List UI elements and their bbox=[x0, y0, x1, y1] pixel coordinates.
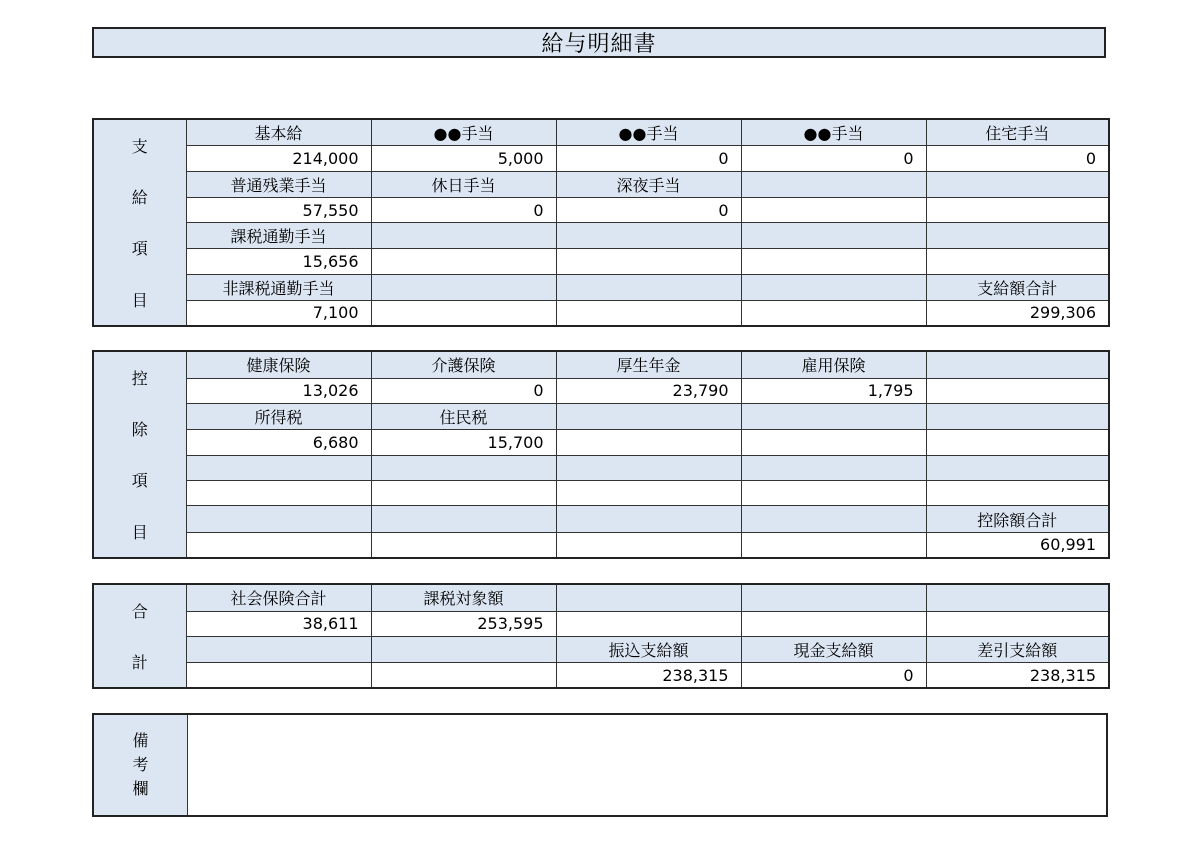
deductions-side-label-char: 控 bbox=[131, 369, 148, 389]
item-value-cell: 15,700 bbox=[371, 430, 556, 455]
item-label-cell: 雇用保険 bbox=[741, 351, 926, 378]
item-label-cell: 普通残業手当 bbox=[186, 171, 371, 197]
item-label-cell bbox=[371, 455, 556, 480]
item-label-cell bbox=[371, 274, 556, 300]
deductions-side-label-char: 項 bbox=[131, 471, 148, 491]
item-value-cell bbox=[926, 378, 1109, 403]
item-label-cell: 差引支給額 bbox=[926, 636, 1109, 663]
deductions-section bbox=[92, 350, 1108, 559]
item-value-cell: 0 bbox=[371, 378, 556, 403]
item-value-cell: 1,795 bbox=[741, 378, 926, 403]
deductions-row bbox=[93, 378, 1109, 403]
payments-side-label bbox=[93, 119, 186, 326]
item-label-cell bbox=[556, 506, 741, 532]
deductions-row bbox=[93, 506, 1109, 532]
item-label-cell: 健康保険 bbox=[186, 351, 371, 378]
item-label-cell bbox=[926, 171, 1109, 197]
item-value-cell bbox=[186, 663, 371, 688]
item-label-cell bbox=[371, 506, 556, 532]
item-label-cell: 介護保険 bbox=[371, 351, 556, 378]
item-label-cell bbox=[741, 455, 926, 480]
item-value-cell: 60,991 bbox=[926, 532, 1109, 557]
item-label-cell: 深夜手当 bbox=[556, 171, 741, 197]
item-label-cell: 所得税 bbox=[186, 403, 371, 429]
item-value-cell bbox=[186, 481, 371, 506]
item-value-cell: 299,306 bbox=[926, 301, 1109, 326]
deductions-table bbox=[92, 350, 1110, 559]
item-label-cell: 住民税 bbox=[371, 403, 556, 429]
totals-row bbox=[93, 663, 1109, 688]
item-value-cell bbox=[926, 481, 1109, 506]
item-label-cell bbox=[741, 584, 926, 611]
item-value-cell bbox=[556, 532, 741, 557]
deductions-side-label-char: 目 bbox=[131, 522, 148, 542]
item-value-cell: 253,595 bbox=[371, 611, 556, 636]
item-value-cell: 214,000 bbox=[186, 146, 371, 171]
item-label-cell bbox=[556, 403, 741, 429]
totals-row bbox=[93, 611, 1109, 636]
item-value-cell bbox=[556, 481, 741, 506]
remarks-label-char: 備 bbox=[132, 731, 149, 750]
deductions-row bbox=[93, 430, 1109, 455]
payments-row bbox=[93, 274, 1109, 300]
item-value-cell bbox=[926, 611, 1109, 636]
item-label-cell bbox=[371, 223, 556, 249]
item-value-cell bbox=[741, 532, 926, 557]
deductions-row bbox=[93, 351, 1109, 378]
item-label-cell bbox=[741, 403, 926, 429]
item-value-cell: 57,550 bbox=[186, 197, 371, 222]
item-value-cell bbox=[741, 249, 926, 274]
payments-row bbox=[93, 301, 1109, 326]
item-label-cell bbox=[186, 455, 371, 480]
totals-side-label-char: 合 bbox=[131, 602, 148, 622]
item-value-cell bbox=[926, 197, 1109, 222]
item-value-cell bbox=[926, 430, 1109, 455]
item-value-cell: 15,656 bbox=[186, 249, 371, 274]
deductions-side-label bbox=[93, 351, 186, 558]
item-label-cell: 休日手当 bbox=[371, 171, 556, 197]
item-value-cell bbox=[556, 249, 741, 274]
item-label-cell bbox=[926, 584, 1109, 611]
item-value-cell: 6,680 bbox=[186, 430, 371, 455]
payments-row bbox=[93, 119, 1109, 146]
item-label-cell bbox=[556, 274, 741, 300]
item-value-cell bbox=[741, 197, 926, 222]
item-value-cell bbox=[741, 611, 926, 636]
item-value-cell: 0 bbox=[556, 197, 741, 222]
item-value-cell: 0 bbox=[371, 197, 556, 222]
remarks-label bbox=[94, 715, 188, 815]
payments-row bbox=[93, 197, 1109, 222]
item-value-cell: 0 bbox=[741, 146, 926, 171]
item-value-cell: 5,000 bbox=[371, 146, 556, 171]
item-label-cell: 社会保険合計 bbox=[186, 584, 371, 611]
payments-row bbox=[93, 146, 1109, 171]
item-label-cell bbox=[926, 351, 1109, 378]
item-label-cell bbox=[741, 506, 926, 532]
item-label-cell bbox=[371, 636, 556, 663]
item-label-cell: 控除額合計 bbox=[926, 506, 1109, 532]
item-label-cell bbox=[741, 274, 926, 300]
document-title: 給与明細書 bbox=[92, 27, 1106, 58]
item-label-cell: ●●手当 bbox=[556, 119, 741, 146]
item-label-cell: 振込支給額 bbox=[556, 636, 741, 663]
remarks-label-char: 考 bbox=[132, 755, 149, 774]
item-value-cell bbox=[371, 301, 556, 326]
item-value-cell bbox=[556, 430, 741, 455]
totals-side-label-char: 計 bbox=[131, 653, 148, 673]
item-value-cell: 7,100 bbox=[186, 301, 371, 326]
payments-side-label-char: 給 bbox=[131, 188, 148, 208]
item-value-cell bbox=[741, 301, 926, 326]
item-value-cell: 0 bbox=[741, 663, 926, 688]
remarks-field[interactable] bbox=[188, 715, 1106, 815]
item-label-cell: 課税通勤手当 bbox=[186, 223, 371, 249]
item-value-cell bbox=[371, 663, 556, 688]
deductions-row bbox=[93, 403, 1109, 429]
deductions-row bbox=[93, 532, 1109, 557]
item-label-cell: 非課税通勤手当 bbox=[186, 274, 371, 300]
item-value-cell: 13,026 bbox=[186, 378, 371, 403]
item-value-cell bbox=[926, 249, 1109, 274]
item-label-cell: ●●手当 bbox=[741, 119, 926, 146]
item-label-cell: 課税対象額 bbox=[371, 584, 556, 611]
item-label-cell: 基本給 bbox=[186, 119, 371, 146]
item-label-cell: 現金支給額 bbox=[741, 636, 926, 663]
item-value-cell bbox=[556, 611, 741, 636]
deductions-row bbox=[93, 481, 1109, 506]
item-value-cell: 238,315 bbox=[926, 663, 1109, 688]
item-label-cell: 厚生年金 bbox=[556, 351, 741, 378]
item-value-cell bbox=[741, 430, 926, 455]
item-label-cell bbox=[556, 584, 741, 611]
item-label-cell bbox=[556, 223, 741, 249]
totals-side-label bbox=[93, 584, 186, 688]
item-value-cell bbox=[556, 301, 741, 326]
deductions-row bbox=[93, 455, 1109, 480]
item-value-cell: 0 bbox=[926, 146, 1109, 171]
totals-row bbox=[93, 636, 1109, 663]
item-label-cell: 支給額合計 bbox=[926, 274, 1109, 300]
payments-side-label-char: 目 bbox=[131, 290, 148, 310]
deductions-side-label-char: 除 bbox=[131, 420, 148, 440]
remarks-label-char: 欄 bbox=[132, 779, 149, 798]
item-value-cell: 38,611 bbox=[186, 611, 371, 636]
payments-table bbox=[92, 118, 1110, 327]
item-value-cell bbox=[371, 249, 556, 274]
item-label-cell bbox=[186, 506, 371, 532]
totals-section bbox=[92, 583, 1108, 689]
totals-table bbox=[92, 583, 1110, 689]
item-value-cell: 238,315 bbox=[556, 663, 741, 688]
payments-side-label-char: 支 bbox=[131, 137, 148, 157]
payments-row bbox=[93, 249, 1109, 274]
item-label-cell bbox=[926, 223, 1109, 249]
item-label-cell: ●●手当 bbox=[371, 119, 556, 146]
item-value-cell bbox=[186, 532, 371, 557]
item-value-cell bbox=[371, 481, 556, 506]
payments-row bbox=[93, 171, 1109, 197]
item-label-cell bbox=[926, 403, 1109, 429]
item-value-cell bbox=[371, 532, 556, 557]
totals-row bbox=[93, 584, 1109, 611]
item-label-cell bbox=[556, 455, 741, 480]
item-label-cell: 住宅手当 bbox=[926, 119, 1109, 146]
payments-section bbox=[92, 118, 1108, 327]
item-label-cell bbox=[926, 455, 1109, 480]
payments-row bbox=[93, 223, 1109, 249]
item-label-cell bbox=[186, 636, 371, 663]
item-value-cell: 0 bbox=[556, 146, 741, 171]
item-value-cell bbox=[741, 481, 926, 506]
item-label-cell bbox=[741, 171, 926, 197]
item-value-cell: 23,790 bbox=[556, 378, 741, 403]
payments-side-label-char: 項 bbox=[131, 239, 148, 259]
remarks-section bbox=[92, 713, 1108, 817]
item-label-cell bbox=[741, 223, 926, 249]
